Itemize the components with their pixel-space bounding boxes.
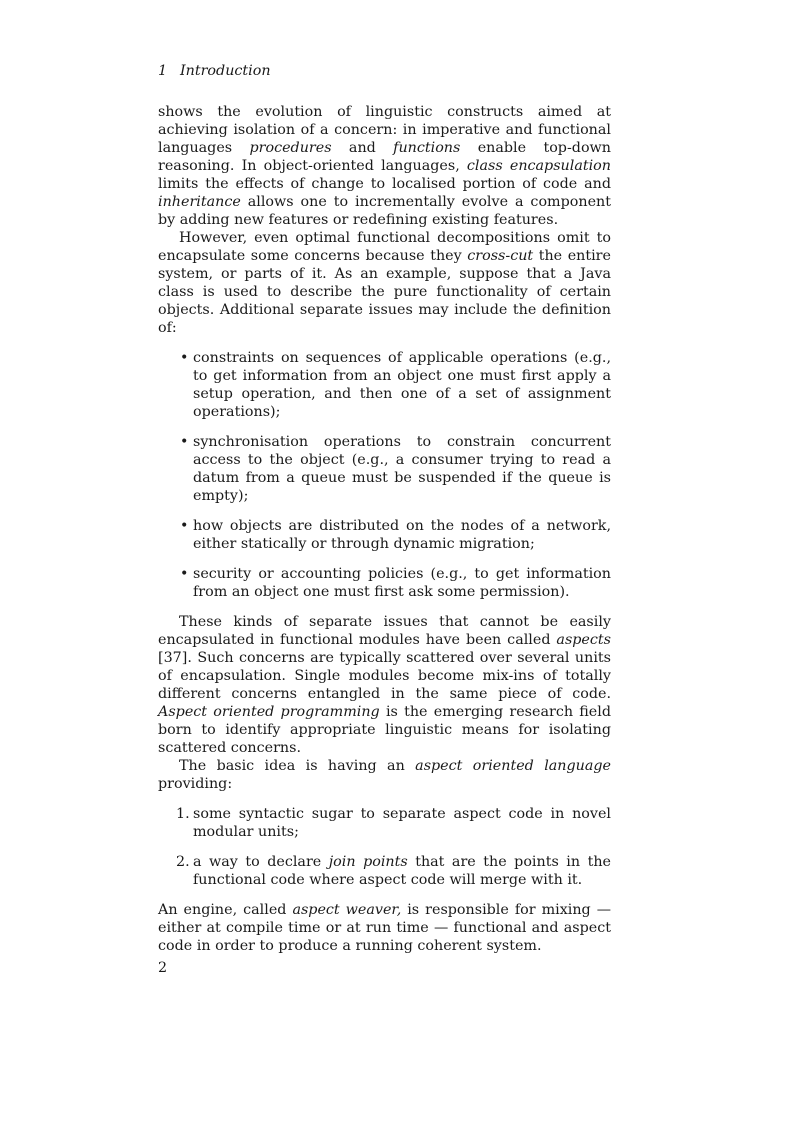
text-run: that are the points in the functional code where aspect code will merge with it. — [193, 854, 611, 888]
list-item — [158, 853, 611, 889]
running-header — [158, 62, 611, 80]
list-item — [158, 565, 611, 601]
text-run: enable top-down reasoning. In object-oriented languages, — [158, 140, 611, 174]
text-run: limits the effects of change to localised portion of code and — [158, 176, 611, 192]
page-number: 2 — [158, 960, 168, 976]
text-run: [37]. Such concerns are typically scattered over several units of encapsulation. Single modules become mix-ins of totally different concerns entangled in the same piece of code. — [158, 650, 611, 702]
emphasis-aspect-oriented-language: aspect oriented language — [415, 758, 611, 774]
text-run: allows one to incrementally evolve a component by adding new features or redefining existing features. — [158, 194, 611, 228]
emphasis-procedures: procedures — [249, 140, 332, 156]
paragraph-1 — [158, 103, 611, 229]
list-item-text: constraints on sequences of applicable operations (e.g., to get information from an object one must first apply a setup operation, and then one of a set of assignment operations); — [193, 350, 611, 420]
emphasis-class-encapsulation: class encapsulation — [466, 158, 611, 174]
emphasis-inheritance: inheritance — [158, 194, 241, 210]
emphasis-aspect-oriented-programming: Aspect oriented programming — [158, 704, 380, 720]
text-run: the entire system, or parts of it. As an example, suppose that a Java class is used to describe the pure functionality of certain objects. Additional separate issues may include the definition of: — [158, 248, 611, 336]
list-item-text: security or accounting policies (e.g., to get information from an object one must first ask some permission). — [193, 566, 611, 600]
text-run: An engine, called — [158, 902, 293, 918]
text-run: and — [331, 140, 394, 156]
paragraph-3 — [158, 613, 611, 757]
text-run: The basic idea is having an — [179, 758, 416, 774]
page-body — [158, 62, 611, 977]
list-item-text: how objects are distributed on the nodes of a network, either statically or through dynamic migration; — [193, 518, 611, 552]
bullet-icon: • — [180, 518, 189, 534]
emphasis-functions: functions — [393, 140, 461, 156]
paragraph-4 — [158, 757, 611, 793]
features-list — [158, 805, 611, 889]
chapter-number: 1 — [158, 63, 168, 79]
list-number: 1. — [176, 806, 190, 822]
emphasis-aspect-weaver: aspect weaver, — [292, 902, 402, 918]
text-run: is the emerging research field born to identify appropriate linguistic means for isolating scattered concerns. — [158, 704, 611, 756]
text-run: providing: — [158, 776, 233, 792]
list-item — [158, 517, 611, 553]
bullet-icon: • — [180, 350, 189, 366]
list-item-text: some syntactic sugar to separate aspect code in novel modular units; — [193, 806, 611, 840]
chapter-title: Introduction — [180, 63, 271, 79]
paragraph-5 — [158, 901, 611, 955]
bullet-icon: • — [180, 434, 189, 450]
list-number: 2. — [176, 854, 190, 870]
paragraph-2 — [158, 229, 611, 337]
text-run: is responsible for mixing — either at compile time or at run time — functional and aspect code in order to produce a running coherent system. — [158, 902, 611, 954]
list-item — [158, 805, 611, 841]
concerns-list — [158, 349, 611, 601]
list-item — [158, 349, 611, 421]
list-item-text: synchronisation operations to constrain concurrent access to the object (e.g., a consumer trying to read a datum from a queue must be suspended if the queue is empty); — [193, 434, 611, 504]
emphasis-aspects: aspects — [556, 632, 611, 648]
text-run: a way to declare — [193, 854, 329, 870]
text-run: These kinds of separate issues that cannot be easily encapsulated in functional modules have been called — [158, 614, 611, 648]
text-run: However, even optimal functional decompositions omit to encapsulate some concerns because they — [158, 230, 611, 264]
text-run: shows the evolution of linguistic constructs aimed at achieving isolation of a concern: in imperative and functional languages — [158, 104, 611, 156]
emphasis-cross-cut: cross-cut — [467, 248, 534, 264]
list-item — [158, 433, 611, 505]
emphasis-join-points: join points — [328, 854, 408, 870]
bullet-icon: • — [180, 566, 189, 582]
